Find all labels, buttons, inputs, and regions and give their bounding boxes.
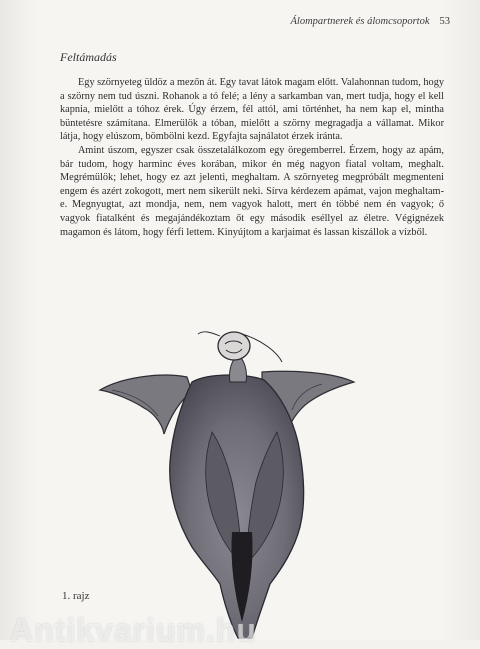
watermark: Antikvarium.hu <box>10 612 257 648</box>
running-title: Álompartnerek és álomcsoportok <box>290 16 430 27</box>
section-title: Feltámadás <box>60 50 117 64</box>
head-shape <box>218 332 250 360</box>
paragraph-2: Amint úszom, egyszer csak összetalálkozom egy öregemberrel. Érzem, hogy az apám, bár tudom, hogy harminc éves korában, mikor én még nagyon fiatal voltam, meghalt. Megrémülök; lehet, hogy ez azt jelenti, meghaltam. A szörnyeteg megpróbált megmenteni engem és azért zokogott, mert nem sikerült neki. Sírva kérdezem apámat, vajon meghaltam-e. Megnyugtat, azt mondja, nem, nem vagyok halott, mert én többé nem én vagyok; ő vagyok fiatalként és megajándékoztam őt egy második eséllyel az életre. Végignézek magamon és látom, hogy férfi lettem. Kinyújtom a karjaimat és lassan kiszállok a vízből. <box>60 144 444 238</box>
running-head <box>290 16 450 27</box>
figure-drawing <box>92 322 392 640</box>
paragraph-1: Egy szörnyeteg üldöz a mezőn át. Egy tavat látok magam előtt. Valahonnan tudom, hogy a szörny nem tud úszni. Rohanok a tó felé; a lény a sarkamban van, mert tudja, hogy el kell kapnia, mielőtt a tóhoz érek. Úgy érzem, fél attól, ami történhet, ha nem kap el, mintha büntetésre számítana. Elmerülök a tóban, mielőtt a szörny megragadja a vállamat. Mikor látja, hogy elúszom, bömbölni kezd. Egyfajta sajnálatot érzek iránta. <box>60 77 444 143</box>
body-text <box>60 76 444 239</box>
page-number: 53 <box>439 16 450 27</box>
figure-caption: 1. rajz <box>62 590 90 602</box>
